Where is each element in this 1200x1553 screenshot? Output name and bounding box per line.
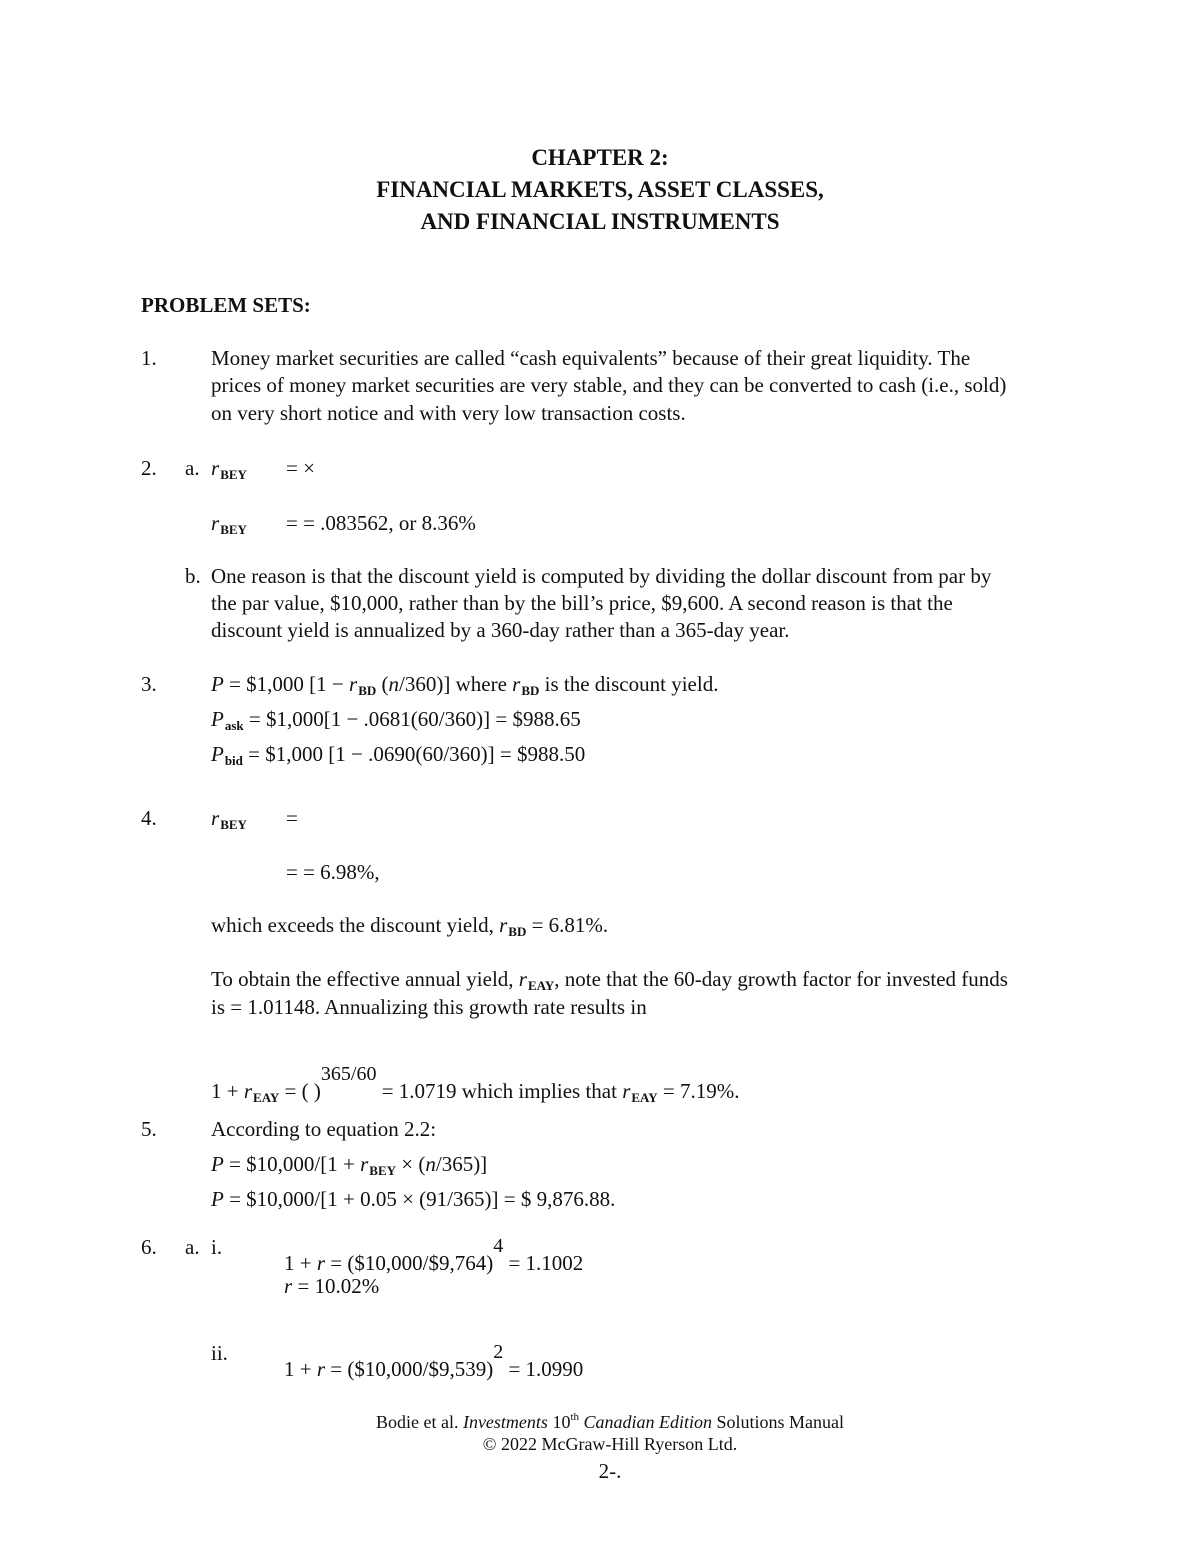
problem-5-formula: P = $10,000/[1 + $r_{BEY} \times (n/365)$] [211, 1152, 488, 1178]
problem-2a-r-bey-2: $r_{BEY}$ [211, 511, 247, 537]
problem-6a-label: a. [185, 1235, 200, 1259]
problem-6a-ii-equation: 1 + r = ($10,000/$9,539)$^2$ = 1.0990 [284, 1341, 584, 1381]
problem-3-ask-price: $P_{ask}$ = $1,000[1 − .0681(60/360)] = $988.65 [211, 707, 581, 733]
footer-citation: Bodie et al. Investments 10th Canadian Edition Solutions Manual [375, 1411, 845, 1432]
problem-6-number: 6. [141, 1235, 157, 1259]
problem-6a-i-equation: 1 + r = ($10,000/$9,764)$^4$ = 1.1002 [284, 1235, 584, 1275]
problem-2b-line-2: the par value, $10,000, rather than by the bill’s price, $9,600. A second reason is that the [211, 591, 953, 615]
problem-4-equation-1: = [286, 806, 298, 830]
problem-5-result: P = $10,000/[1 + 0.05 × (91/365)] = $ 9,876.88. [211, 1187, 616, 1211]
problem-3-formula: P = $1,000 [$1 - r_{BD}$ (n/360)] where $r_{BD}$ is the discount yield. [211, 672, 719, 698]
page-number: 2-. [598, 1459, 622, 1483]
problem-2b-line-3: discount yield is annualized by a 360-day rather than a 365-day year. [211, 618, 790, 642]
problem-1-line-1: Money market securities are called “cash equivalents” because of their great liquidity. The [211, 346, 971, 370]
section-title: PROBLEM SETS: [141, 293, 311, 317]
problem-2b-line-1: One reason is that the discount yield is computed by dividing the dollar discount from par by [211, 564, 992, 588]
chapter-number: CHAPTER 2: [531, 145, 669, 170]
problem-3-bid-price: $P_{bid}$ = $1,000 [1 − .0690(60/360)] = $988.50 [211, 742, 586, 768]
chapter-title-line-2: AND FINANCIAL INSTRUMENTS [420, 209, 780, 234]
problem-2a-r-bey: $r_{BEY}$ [211, 456, 247, 482]
footer-copyright: © 2022 McGraw-Hill Ryerson Ltd. [482, 1434, 738, 1454]
problem-4-equation-2: = = 6.98%, [286, 860, 380, 884]
problem-2a-label: a. [185, 456, 200, 480]
problem-4-number: 4. [141, 806, 157, 830]
problem-6a-i-result: r = 10.02% [284, 1274, 380, 1298]
problem-4-exceeds-text: which exceeds the discount yield, $r_{BD} = 6.81\%$. [211, 913, 609, 939]
chapter-title-line-1: FINANCIAL MARKETS, ASSET CLASSES, [376, 177, 824, 202]
problem-4-obtain-line-2: is = 1.01148. Annualizing this growth rate results in [211, 995, 647, 1019]
problem-4-final-equation: $1 + r_{EAY}$ = ( )$^{365/60}$ = 1.0719 which implies that $r_{EAY} = 7.19\%$. [211, 1063, 740, 1105]
problem-3-number: 3. [141, 672, 157, 696]
problem-1-line-3: on very short notice and with very low transaction costs. [211, 401, 686, 425]
problem-2b-label: b. [185, 564, 201, 588]
problem-2a-equation-1: = × [286, 456, 315, 480]
problem-4-obtain-line-1: To obtain the effective annual yield, $r_{EAY}$, note that the 60-day growth factor for invested funds [211, 967, 1008, 993]
problem-5-number: 5. [141, 1117, 157, 1141]
problem-5-intro: According to equation 2.2: [211, 1117, 437, 1141]
problem-6a-ii-label: ii. [211, 1341, 228, 1365]
problem-1-line-2: prices of money market securities are very stable, and they can be converted to cash (i.e., sold) [211, 373, 1007, 397]
problem-2a-equation-2: = = .083562, or 8.36% [286, 511, 476, 535]
problem-4-r-bey: $r_{BEY}$ [211, 806, 247, 832]
problem-6a-i-label: i. [211, 1235, 223, 1259]
problem-1-number: 1. [141, 346, 157, 370]
problem-2-number: 2. [141, 456, 157, 480]
